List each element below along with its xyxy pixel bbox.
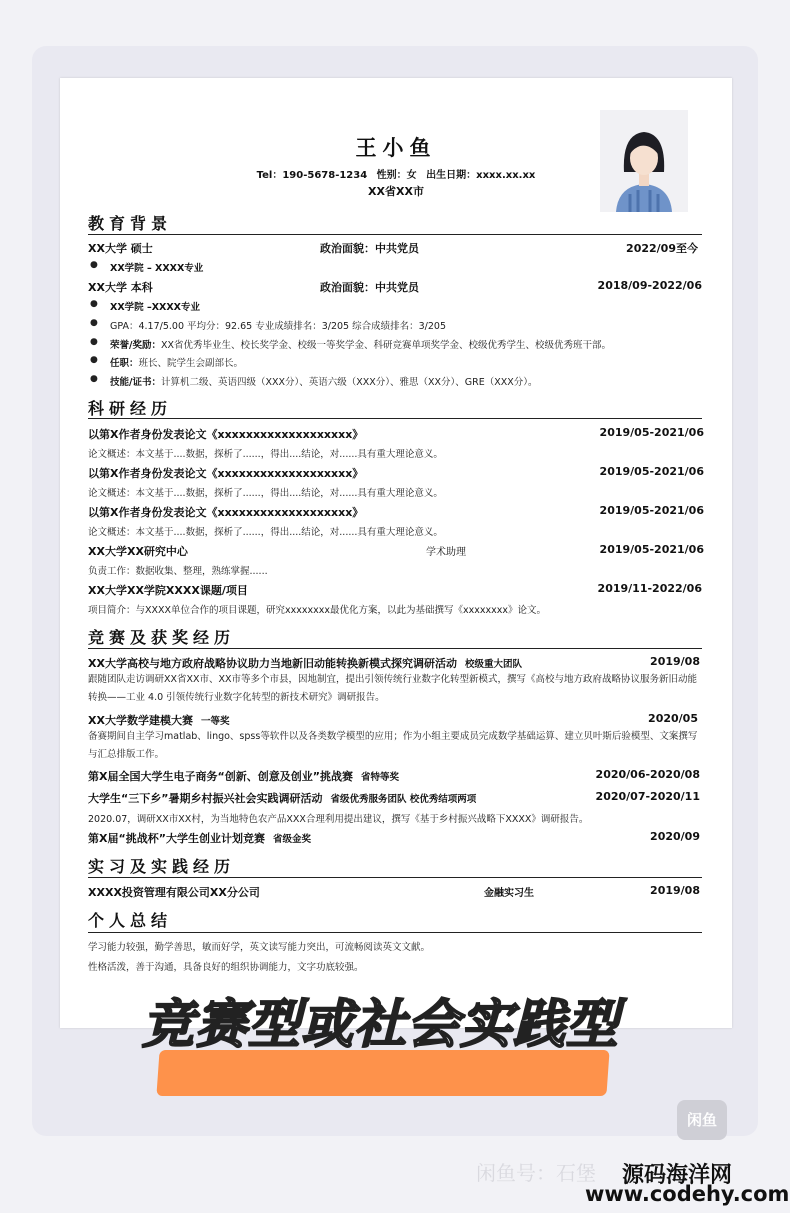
- section-divider: [88, 877, 702, 878]
- competition-tag: 省级优秀服务团队 校优秀结项两项: [330, 794, 477, 805]
- list-item-label: 技能/证书：: [110, 377, 161, 388]
- competition-tag: 校级重大团队: [464, 659, 522, 670]
- research-desc: 论文概述：本文基于....数据，探析了......，得出....结论，对......具有重大理论意义。: [88, 449, 443, 460]
- list-item-text: 班长、院学生会副部长。: [138, 358, 244, 369]
- research-item: [88, 465, 704, 481]
- section-title-competition: 竞赛及获奖经历: [88, 628, 236, 647]
- date: 2019/05-2021/06: [599, 543, 704, 556]
- internship-item: [88, 884, 704, 900]
- resume-page: [60, 78, 732, 1028]
- section-title-education: 教育背景: [88, 214, 173, 233]
- date: 2019/05-2021/06: [599, 426, 704, 439]
- section-divider: [88, 932, 702, 933]
- competition-tag: 一等奖: [200, 716, 230, 727]
- competition-title: 第X届全国大学生电子商务“创新、创意及创业”挑战赛: [88, 770, 353, 783]
- list-item-text: GPA：4.17/5.00 平均分：92.65 专业成绩排名：3/205 综合成绩排名：3/205: [110, 321, 446, 332]
- competition-title: 第X届“挑战杯”大学生创业计划竞赛: [88, 832, 265, 845]
- summary-line: 学习能力较强，勤学善思，敏而好学，英文读写能力突出，可流畅阅读英文文献。: [88, 942, 431, 953]
- section-title-research: 科研经历: [88, 399, 173, 418]
- competition-title: 大学生“三下乡”暑期乡村振兴社会实践调研活动: [88, 792, 323, 805]
- competition-tag: 省级金奖: [272, 834, 311, 845]
- date: 2020/06-2020/08: [595, 768, 700, 781]
- bullet-icon: ●: [90, 355, 98, 365]
- school-degree: XX大学 硕士: [88, 242, 153, 255]
- project-title: XX大学XX学院XXXX课题/项目: [88, 584, 248, 597]
- competition-item: [88, 768, 704, 784]
- competition-item: [88, 830, 704, 846]
- date: 2022/09至今: [626, 242, 698, 255]
- bullet-icon: ●: [90, 260, 98, 270]
- birth-date: 出生日期：xxxx.xx.xx: [426, 170, 536, 181]
- competition-item: [88, 790, 704, 806]
- center-title: XX大学XX研究中心: [88, 545, 188, 558]
- education-bachelor: [88, 279, 704, 295]
- phone-number: Tel：190-5678-1234: [256, 170, 368, 181]
- competition-desc: 备赛期间自主学习matlab、lingo、spss等软件以及各类数学模型的应用；作为小组主要成员完成数学基础运算、建立贝叶斯后验模型、文案撰写与汇总排版工作。: [88, 731, 698, 760]
- resume-name: 王小鱼: [355, 136, 437, 160]
- address: XX省XX市: [368, 185, 424, 198]
- research-item: [88, 426, 704, 442]
- date: 2019/11-2022/06: [597, 582, 702, 595]
- brand-url: www.codehy.com: [585, 1182, 790, 1206]
- brand-name: 源码海洋网: [622, 1163, 733, 1188]
- politics: 政治面貌：中共党员: [320, 281, 419, 294]
- watermark-text: 闲鱼号：石堡: [476, 1161, 596, 1185]
- list-item-label: 任职：: [110, 358, 139, 369]
- date: 2019/08: [650, 655, 700, 668]
- avatar: [600, 110, 688, 212]
- caption-overlay: 竞赛型或社会实践型: [142, 995, 620, 1055]
- detail-text: XX学院 – XXXX专业: [110, 263, 204, 274]
- school-degree: XX大学 本科: [88, 281, 153, 294]
- bullet-icon: ●: [90, 337, 98, 347]
- date: 2019/08: [650, 884, 700, 897]
- avatar-icon: [600, 110, 688, 212]
- research-desc: 论文概述：本文基于....数据，探析了......，得出....结论，对......具有重大理论意义。: [88, 527, 443, 538]
- bullet-icon: ●: [90, 299, 98, 309]
- competition-item: [88, 712, 704, 728]
- project-desc: 项目简介：与XXXX单位合作的项目课题，研究xxxxxxxx最优化方案，以此为基础撰写《xxxxxxxx》论文。: [88, 605, 546, 616]
- role: 金融实习生: [484, 888, 534, 899]
- research-project: [88, 582, 704, 598]
- role: 学术助理: [426, 547, 466, 558]
- date: 2020/09: [650, 830, 700, 843]
- summary-line: 性格活泼，善于沟通，具备良好的组织协调能力，文字功底较强。: [88, 962, 364, 973]
- research-center: [88, 543, 704, 559]
- competition-item: [88, 655, 704, 671]
- detail-text: XX学院 –XXXX专业: [110, 302, 201, 313]
- education-master: [88, 240, 704, 256]
- date: 2018/09-2022/06: [597, 279, 702, 292]
- section-title-internship: 实习及实践经历: [88, 857, 236, 876]
- competition-title: XX大学高校与地方政府战略协议助力当地新旧动能转换新模式探究调研活动: [88, 657, 457, 670]
- competition-tag: 省特等奖: [360, 772, 399, 783]
- section-divider: [88, 234, 702, 235]
- research-title: 以第X作者身份发表论文《xxxxxxxxxxxxxxxxxxx》: [88, 506, 364, 519]
- watermark-logo: 闲鱼: [677, 1100, 727, 1140]
- section-divider: [88, 648, 702, 649]
- list-item-label: 荣誉/奖励：: [110, 340, 161, 351]
- research-title: 以第X作者身份发表论文《xxxxxxxxxxxxxxxxxxx》: [88, 467, 364, 480]
- competition-desc: 跟随团队走访调研XX省XX市、XX市等多个市县，因地制宜，提出引领传统行业数字化转型新模式，撰写《高校与地方政府战略协议服务新旧动能转换——工业 4.0 引领传统行业数字化转型的新技术研究》调研报告。: [88, 674, 698, 703]
- research-item: [88, 504, 704, 520]
- gender: 性别：女: [376, 170, 417, 181]
- politics: 政治面貌：中共党员: [320, 242, 419, 255]
- company: XXXX投资管理有限公司XX分公司: [88, 886, 260, 899]
- date: 2020/05: [648, 712, 698, 725]
- section-title-summary: 个人总结: [88, 911, 173, 930]
- competition-title: XX大学数学建模大赛: [88, 714, 193, 727]
- list-item-text: 计算机二级、英语四级（XXX分）、英语六级（XXX分）、雅思（XX分）、GRE（XXX分）。: [160, 377, 538, 388]
- bullet-icon: ●: [90, 374, 98, 384]
- research-title: 以第X作者身份发表论文《xxxxxxxxxxxxxxxxxxx》: [88, 428, 364, 441]
- date: 2020/07-2020/11: [595, 790, 700, 803]
- research-desc: 论文概述：本文基于....数据，探析了......，得出....结论，对......具有重大理论意义。: [88, 488, 443, 499]
- center-desc: 负责工作：数据收集、整理，熟练掌握......: [88, 566, 268, 577]
- list-item-text: XX省优秀毕业生、校长奖学金、校级一等奖学金、科研竞赛单项奖学金、校级优秀学生、校级优秀班干部。: [160, 340, 612, 351]
- date: 2019/05-2021/06: [599, 504, 704, 517]
- bullet-icon: ●: [90, 318, 98, 328]
- date: 2019/05-2021/06: [599, 465, 704, 478]
- competition-desc: 2020.07，调研XX市XX村，为当地特色农产品XXX合理利用提出建议，撰写《基于乡村振兴战略下XXXX》调研报告。: [88, 814, 589, 825]
- section-divider: [88, 418, 702, 419]
